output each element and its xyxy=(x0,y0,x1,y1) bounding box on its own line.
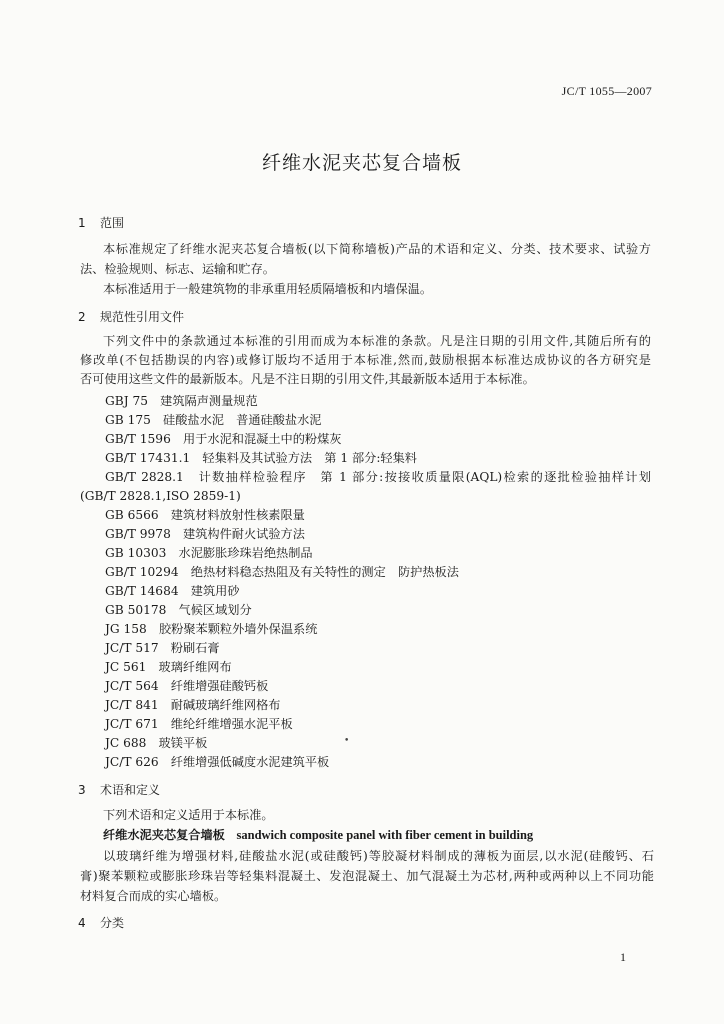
paragraph-line: 材料复合而成的实心墙板。 xyxy=(80,889,227,903)
paragraph-line: 修改单(不包括勘误的内容)或修订版均不适用于本标准,然而,鼓励根据本标准达成协议的各方研究是 xyxy=(80,353,651,367)
reference-item: GB/T 14684 建筑用砂 xyxy=(105,584,240,598)
paragraph-line: 膏)聚苯颗粒或膨胀珍珠岩等轻集料混凝土、发泡混凝土、加气混凝土为芯材,两种或两种以上不同功能 xyxy=(80,869,654,883)
section-4-heading xyxy=(78,914,124,933)
reference-item: GB/T 1596 用于水泥和混凝土中的粉煤灰 xyxy=(105,432,342,446)
stray-mark: • xyxy=(344,736,350,746)
term-chinese: 纤维水泥夹芯复合墙板 xyxy=(103,828,225,842)
section-number: 1 xyxy=(78,216,86,230)
reference-item: GB 10303 水泥膨胀珍珠岩绝热制品 xyxy=(105,546,313,560)
reference-item: GBJ 75 建筑隔声测量规范 xyxy=(105,394,258,408)
section-3-heading xyxy=(78,781,160,800)
paragraph-line: 法、检验规则、标志、运输和贮存。 xyxy=(80,262,275,276)
page-number: 1 xyxy=(620,950,626,964)
section-title: 规范性引用文件 xyxy=(100,310,185,324)
reference-item: JC/T 671 维纶纤维增强水泥平板 xyxy=(105,717,293,731)
section-title: 术语和定义 xyxy=(100,783,161,797)
paragraph-line: 下列术语和定义适用于本标准。 xyxy=(103,808,274,822)
paragraph-line: 以玻璃纤维为增强材料,硅酸盐水泥(或硅酸钙)等胶凝材料制成的薄板为面层,以水泥(硅酸钙、石 xyxy=(103,849,654,863)
paragraph-line: 本标准规定了纤维水泥夹芯复合墙板(以下简称墙板)产品的术语和定义、分类、技术要求、试验方 xyxy=(103,242,651,256)
reference-item: JC 688 玻镁平板 xyxy=(105,736,208,750)
paragraph-line: 否可使用这些文件的最新版本。凡是不注日期的引用文件,其最新版本适用于本标准。 xyxy=(80,372,535,386)
reference-item: JC 561 玻璃纤维网布 xyxy=(105,660,232,674)
reference-item: JC/T 517 粉刷石膏 xyxy=(105,641,220,655)
section-number: 3 xyxy=(78,783,86,797)
paragraph-line: 下列文件中的条款通过本标准的引用而成为本标准的条款。凡是注日期的引用文件,其随后所有的 xyxy=(103,334,651,348)
reference-item-continuation: (GB/T 2828.1,ISO 2859-1) xyxy=(80,489,241,503)
reference-item: GB 175 硅酸盐水泥 普通硅酸盐水泥 xyxy=(105,413,322,427)
reference-item: GB/T 10294 绝热材料稳态热阻及有关特性的测定 防护热板法 xyxy=(105,565,459,579)
reference-item: GB 50178 气候区域划分 xyxy=(105,603,252,617)
standard-number: JC/T 1055—2007 xyxy=(561,84,652,98)
paragraph-line: 本标准适用于一般建筑物的非承重用轻质隔墙板和内墙保温。 xyxy=(103,282,433,296)
reference-item: GB/T 17431.1 轻集料及其试验方法 第 1 部分:轻集料 xyxy=(105,451,417,465)
section-number: 2 xyxy=(78,310,86,324)
section-title: 分类 xyxy=(100,916,125,930)
reference-item: JG 158 胶粉聚苯颗粒外墙外保温系统 xyxy=(105,622,318,636)
section-1-heading xyxy=(78,214,124,233)
reference-item: GB/T 9978 建筑构件耐火试验方法 xyxy=(105,527,305,541)
reference-item: JC/T 564 纤维增强硅酸钙板 xyxy=(105,679,269,693)
section-number: 4 xyxy=(78,916,86,930)
reference-item: GB/T 2828.1 计数抽样检验程序 第 1 部分:按接收质量限(AQL)检索的逐批检验抽样计划 xyxy=(105,470,651,484)
reference-item: GB 6566 建筑材料放射性核素限量 xyxy=(105,508,305,522)
term-entry xyxy=(103,826,533,845)
document-title: 纤维水泥夹芯复合墙板 xyxy=(261,152,462,174)
reference-item: JC/T 626 纤维增强低碱度水泥建筑平板 xyxy=(105,755,330,769)
term-english: sandwich composite panel with fiber cement in building xyxy=(236,828,534,842)
section-title: 范围 xyxy=(100,216,125,230)
reference-item: JC/T 841 耐碱玻璃纤维网格布 xyxy=(105,698,281,712)
section-2-heading xyxy=(78,308,184,327)
